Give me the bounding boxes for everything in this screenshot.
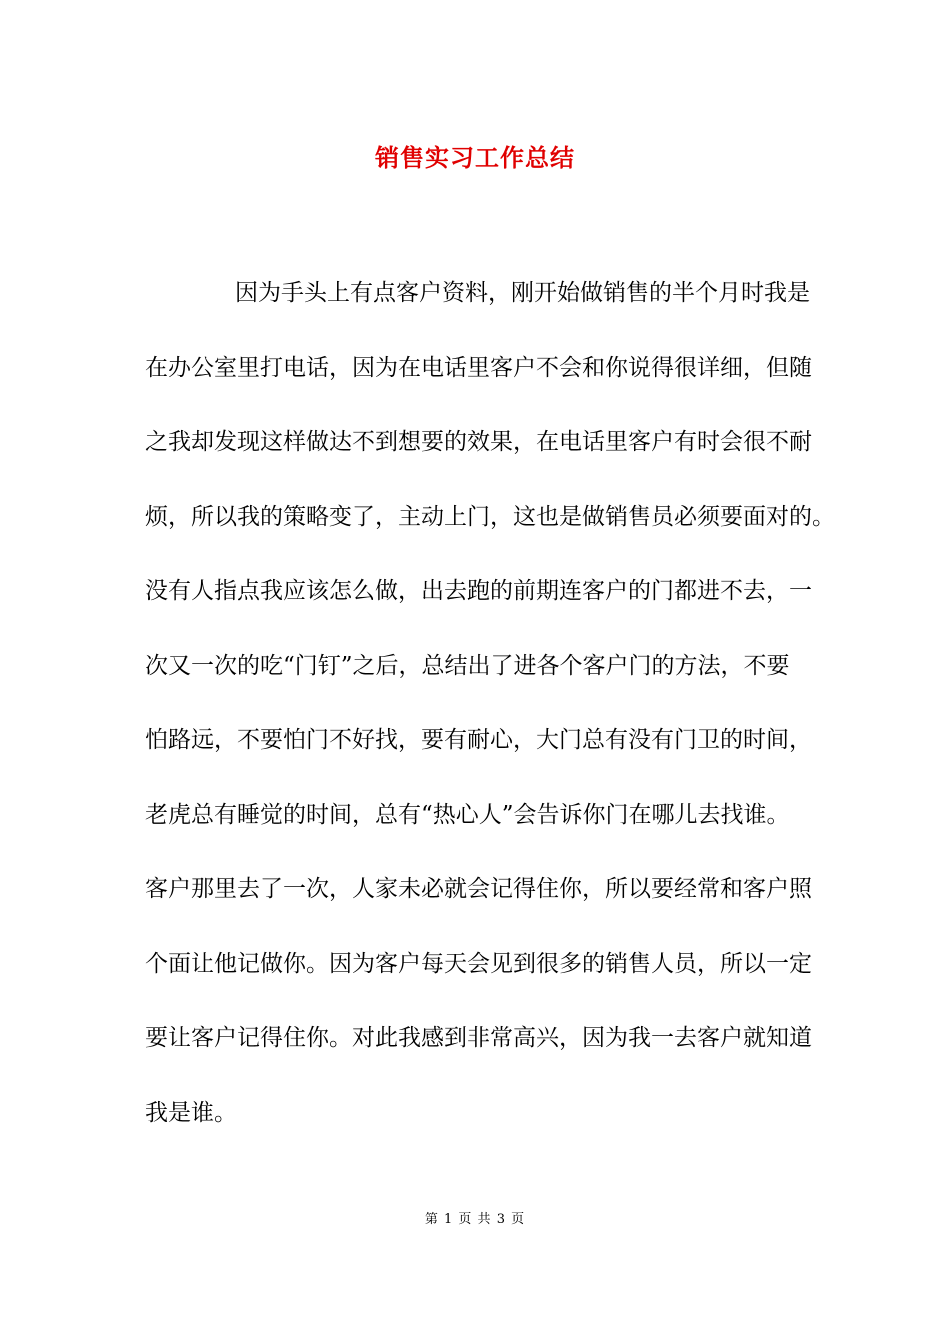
body-line: 老虎总有睡觉的时间，总有“热心人”会告诉你门在哪儿去找谁。 — [145, 801, 790, 828]
body-line: 客户那里去了一次，人家未必就会记得住你，所以要经常和客户照 — [145, 876, 812, 902]
body-text — [145, 276, 835, 1170]
page-title: 销售实习工作总结 — [375, 143, 575, 172]
body-line: 我是谁。 — [145, 1099, 237, 1126]
page-number: 第 1 页 共 3 页 — [424, 1212, 526, 1227]
body-line: 烦，所以我的策略变了，主动上门，这也是做销售员必须要面对的。 — [145, 503, 835, 530]
body-line: 次又一次的吃“门钉”之后，总结出了进各个客户门的方法，不要 — [145, 652, 790, 679]
body-line: 因为手头上有点客户资料，刚开始做销售的半个月时我是 — [235, 280, 810, 306]
body-line: 怕路远，不要怕门不好找，要有耐心，大门总有没有门卫的时间， — [145, 727, 812, 753]
body-line: 要让客户记得住你。对此我感到非常高兴，因为我一去客户就知道 — [145, 1025, 812, 1051]
body-line: 之我却发现这样做达不到想要的效果，在电话里客户有时会很不耐 — [145, 429, 812, 455]
body-line: 在办公室里打电话，因为在电话里客户不会和你说得很详细，但随 — [145, 354, 812, 381]
body-line: 个面让他记做你。因为客户每天会见到很多的销售人员，所以一定 — [145, 950, 812, 977]
body-line: 没有人指点我应该怎么做，出去跑的前期连客户的门都进不去，一 — [145, 578, 812, 604]
